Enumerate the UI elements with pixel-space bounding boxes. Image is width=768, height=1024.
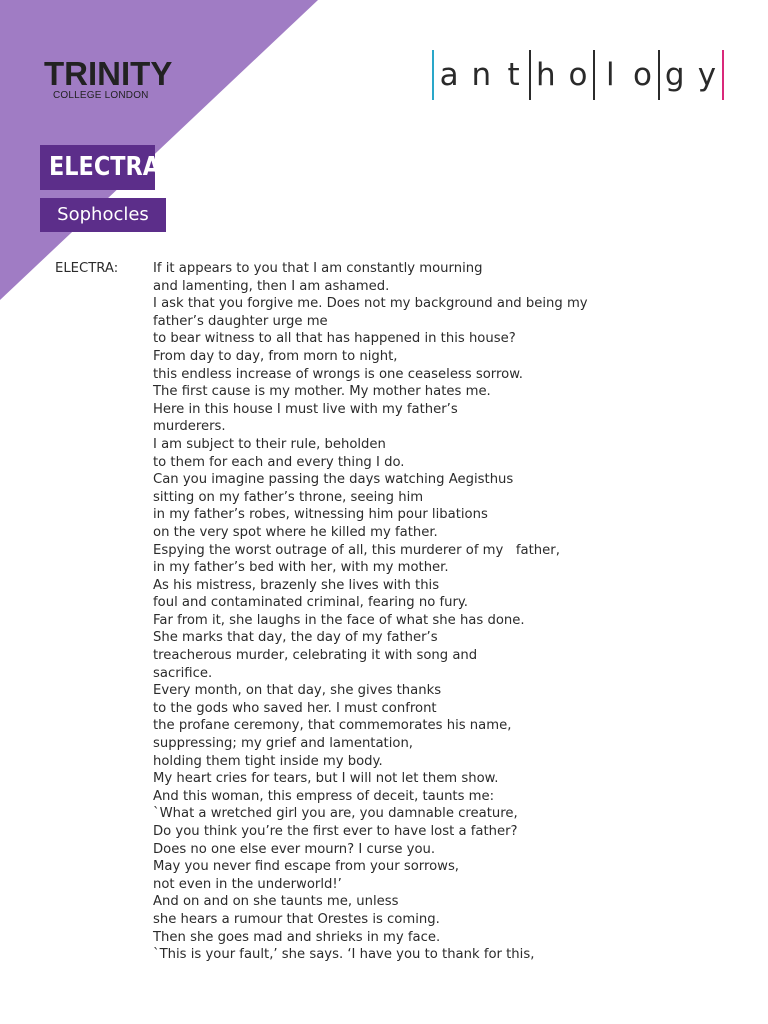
speech-line: I ask that you forgive me. Does not my background and being my <box>153 296 588 312</box>
speech-line: sacrifice. <box>153 665 213 681</box>
speech-line: to the gods who saved her. I must confront <box>153 700 437 716</box>
speech-line: Espying the worst outrage of all, this murderer of my father, <box>153 542 560 558</box>
speech-line: Can you imagine passing the days watching Aegisthus <box>153 472 514 488</box>
speech-line: the profane ceremony, that commemorates his name, <box>153 718 512 734</box>
speech-line: And this woman, this empress of deceit, taunts me: <box>153 788 495 804</box>
speech-line: holding them tight inside my body. <box>153 753 383 769</box>
play-title: ELECTRA <box>49 152 161 182</box>
speaker-name: ELECTRA: <box>55 261 119 276</box>
speech-line: suppressing; my grief and lamentation, <box>153 736 414 752</box>
brand-divider <box>722 50 724 100</box>
speech-line: on the very spot where he killed my father. <box>153 524 438 540</box>
brand-letter: g <box>664 57 685 93</box>
speech-line: to them for each and every thing I do. <box>153 454 405 470</box>
brand-letter: t <box>507 57 520 93</box>
brand-letter: o <box>633 57 652 93</box>
speech-line: Here in this house I must live with my father’s <box>153 401 458 417</box>
speech-line: May you never find escape from your sorrows, <box>153 859 460 875</box>
brand-letter: y <box>697 57 717 93</box>
speech-line: in my father’s robes, witnessing him pour libations <box>153 507 488 523</box>
brand-letter: n <box>471 57 492 93</box>
speech-line: Do you think you’re the first ever to have lost a father? <box>153 824 518 839</box>
speech-line: treacherous murder, celebrating it with song and <box>153 648 478 664</box>
speech-line: this endless increase of wrongs is one ceaseless sorrow. <box>153 366 523 382</box>
speech-line: Does no one else ever mourn? I curse you. <box>153 841 436 857</box>
speech-line: `What a wretched girl you are, you damnable creature, <box>153 806 518 822</box>
brand-letter: o <box>568 57 588 93</box>
speech-line: Far from it, she laughs in the face of what she has done. <box>153 612 525 628</box>
brand-letter: a <box>439 57 459 93</box>
speech-line: foul and contaminated criminal, fearing no fury. <box>153 595 468 611</box>
speech-line: She marks that day, the day of my father’s <box>153 630 438 646</box>
speech-line: not even in the underworld!’ <box>153 876 342 892</box>
anthology-brand <box>432 50 724 100</box>
speech-line: she hears a rumour that Orestes is coming. <box>153 911 440 927</box>
brand-letter: l <box>605 57 615 93</box>
trinity-logo <box>44 55 173 102</box>
speech-line: in my father’s bed with her, with my mother. <box>153 560 449 576</box>
speech-line: murderers. <box>153 419 226 435</box>
speech-line: Every month, on that day, she gives thanks <box>153 683 442 699</box>
speech-line: father’s daughter urge me <box>153 313 328 329</box>
speech-line: to bear witness to all that has happened in this house? <box>153 331 516 347</box>
logo-subtitle: COLLEGE LONDON <box>53 90 149 101</box>
speech-line: Then she goes mad and shrieks in my face. <box>153 929 441 945</box>
speech-line: My heart cries for tears, but I will not let them show. <box>153 771 499 787</box>
speech-line: I am subject to their rule, beholden <box>153 436 386 452</box>
speech-line: And on and on she taunts me, unless <box>153 894 399 910</box>
play-title-box <box>40 145 161 190</box>
speech-line: `This is your fault,’ she says. ‘I have you to thank for this, <box>153 947 535 963</box>
speech-line: sitting on my father’s throne, seeing him <box>153 489 424 505</box>
author-box <box>40 198 166 232</box>
speech-line: If it appears to you that I am constantly mourning <box>153 261 483 276</box>
speech-line: and lamenting, then I am ashamed. <box>153 278 390 294</box>
logo-wordmark: TRINITY <box>44 55 173 92</box>
speech-line: From day to day, from morn to night, <box>153 348 398 364</box>
speech-text <box>153 260 613 964</box>
speech-line: The first cause is my mother. My mother hates me. <box>153 384 491 400</box>
speech-line: As his mistress, brazenly she lives with this <box>153 577 440 593</box>
author-name: Sophocles <box>57 204 149 225</box>
brand-letter: h <box>535 57 556 93</box>
